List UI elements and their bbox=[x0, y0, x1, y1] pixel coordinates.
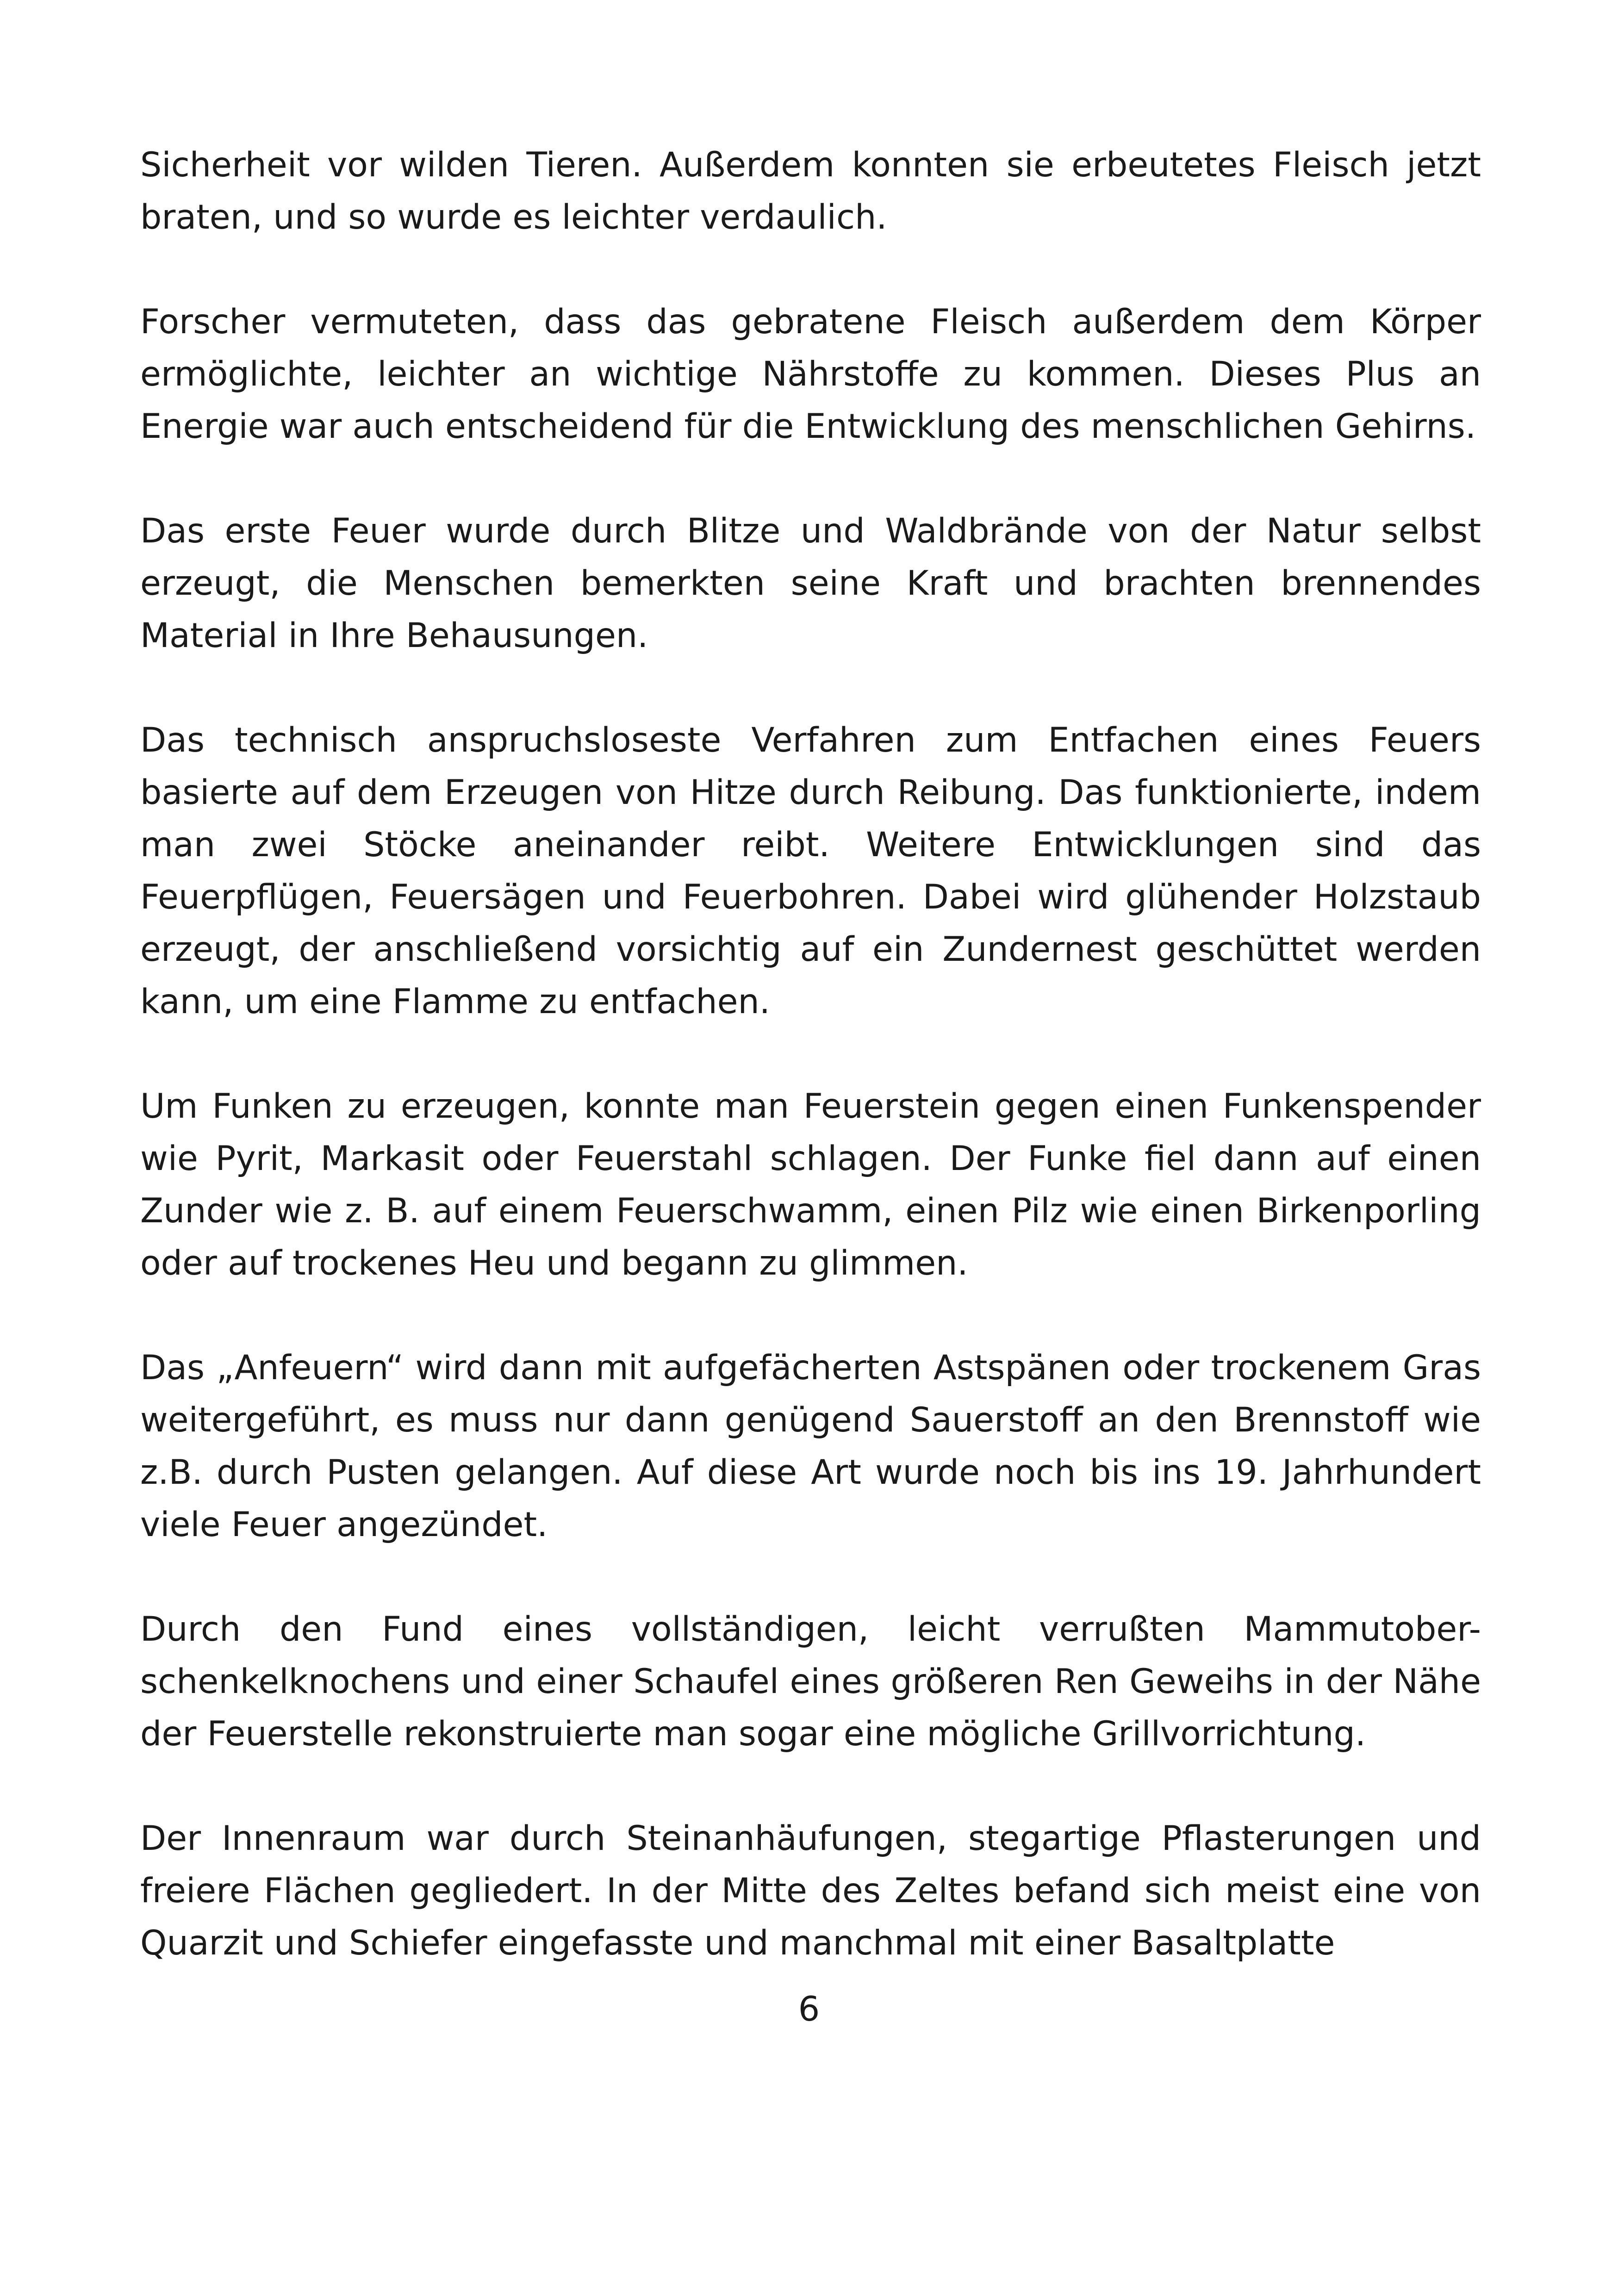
page-number: 6 bbox=[798, 1990, 820, 2029]
document-body bbox=[140, 139, 1481, 2022]
paragraph-1: Sicherheit vor wilden Tieren. Außerdem konnten sie erbeutetes Fleisch jetzt braten, und so wurde es leichter verdaulich. bbox=[140, 145, 1481, 237]
paragraph-7: Durch den Fund eines vollständigen, leicht verrußten Mammutober-schenkelknochens und einer Schaufel eines größeren Ren Geweihs in der Nähe der Feuerstelle rekonstruierte man sogar eine mögliche Grillvorrichtung. bbox=[140, 1610, 1481, 1754]
paragraph-8: Der Innenraum war durch Steinanhäufungen, stegartige Pflasterungen und freiere Flächen gegliedert. In der Mitte des Zeltes befand sich meist eine von Quarzit und Schiefer eingefasste und manchmal mit einer Basaltplatte bbox=[140, 1819, 1481, 1963]
paragraph-5: Um Funken zu erzeugen, konnte man Feuerstein gegen einen Funkenspender wie Pyrit, Markasit oder Feuerstahl schlagen. Der Funke fiel dann auf einen Zunder wie z. B. auf einem Feuerschwamm, einen Pilz wie einen Birkenporling oder auf trockenes Heu und begann zu glimmen. bbox=[140, 1087, 1481, 1283]
paragraph-4: Das technisch anspruchsloseste Verfahren zum Entfachen eines Feuers basierte auf dem Erzeugen von Hitze durch Reibung. Das funktionierte, indem man zwei Stöcke aneinander reibt. Weitere Entwicklungen sind das Feuerpflügen, Feuersägen und Feuerbohren. Dabei wird glühender Holzstaub erzeugt, der anschließend vorsichtig auf ein Zundernest geschüttet werden kann, um eine Flamme zu entfachen. bbox=[140, 721, 1481, 1021]
paragraph-2: Forscher vermuteten, dass das gebratene Fleisch außerdem dem Körper ermöglichte, leichter an wichtige Nährstoffe zu kommen. Dieses Plus an Energie war auch entscheidend für die Entwicklung des menschlichen Gehirns. bbox=[140, 302, 1481, 446]
paragraph-3: Das erste Feuer wurde durch Blitze und Waldbrände von der Natur selbst erzeugt, die Menschen bemerkten seine Kraft und brachten brennendes Material in Ihre Behausungen. bbox=[140, 511, 1481, 655]
paragraph-6: Das „Anfeuern“ wird dann mit aufgefächerten Astspänen oder trockenem Gras weitergeführt, es muss nur dann genügend Sauerstoff an den Brennstoff wie z.B. durch Pusten gelangen. Auf diese Art wurde noch bis ins 19. Jahrhundert viele Feuer angezündet. bbox=[140, 1348, 1481, 1544]
